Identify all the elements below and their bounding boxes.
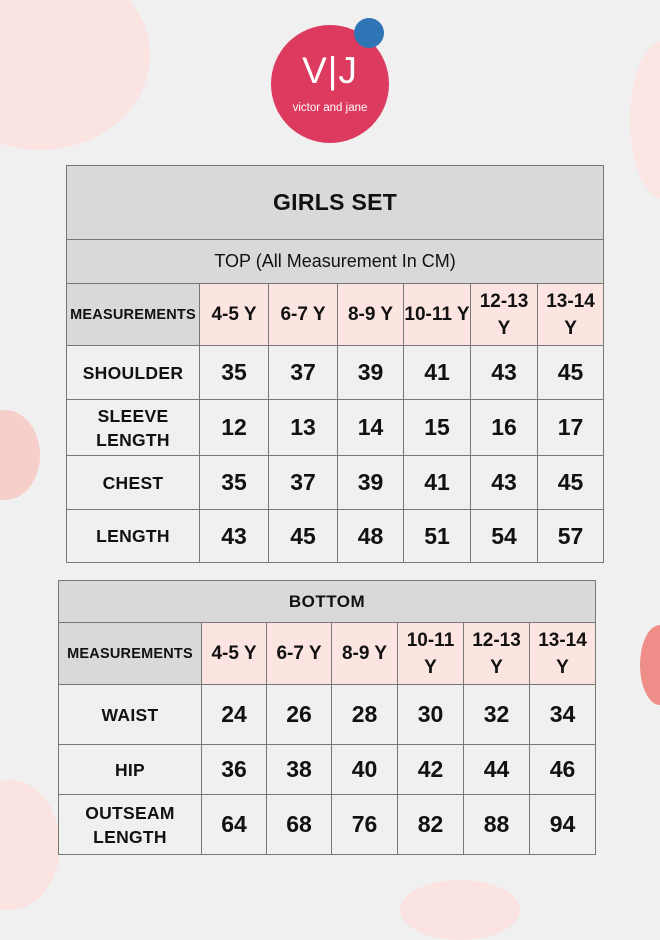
table-cell: 64 [202,795,267,855]
size-header: 6-7 Y [267,623,332,685]
background-blob [400,880,520,940]
table-cell: 43 [471,456,538,510]
table-cell: 76 [332,795,398,855]
table-cell: 45 [269,510,338,563]
row-label: SLEEVE LENGTH [67,400,200,456]
table-cell: 32 [464,685,530,745]
row-label: HIP [59,745,202,795]
size-header: 10-11 Y [404,284,471,346]
table-cell: 68 [267,795,332,855]
table-cell: 41 [404,346,471,400]
table-row [59,685,596,745]
logo-dot [354,18,384,48]
table-cell: 34 [530,685,596,745]
table-cell: 26 [267,685,332,745]
background-blob [0,0,150,150]
table-cell: 16 [471,400,538,456]
table-cell: 94 [530,795,596,855]
table-cell: 43 [200,510,269,563]
table-cell: 57 [538,510,604,563]
table-cell: 15 [404,400,471,456]
table-cell: 24 [202,685,267,745]
table-row [67,346,604,400]
table-cell: 45 [538,456,604,510]
table-cell: 43 [471,346,538,400]
size-header: 8-9 Y [332,623,398,685]
table-cell: 14 [338,400,404,456]
table-cell: 36 [202,745,267,795]
size-header: 8-9 Y [338,284,404,346]
table-cell: 37 [269,346,338,400]
table-cell: 41 [404,456,471,510]
size-header: 4-5 Y [202,623,267,685]
bottom-size-table [58,580,596,855]
bottom-section-title: BOTTOM [59,581,596,623]
background-blob [0,410,40,500]
size-header: 13-14 Y [530,623,596,685]
size-header: 6-7 Y [269,284,338,346]
size-header: 12-13 Y [464,623,530,685]
size-header: 12-13 Y [471,284,538,346]
table-cell: 30 [398,685,464,745]
table-cell: 37 [269,456,338,510]
table-cell: 82 [398,795,464,855]
row-label: WAIST [59,685,202,745]
row-label: CHEST [67,456,200,510]
table-row [59,745,596,795]
table-cell: 17 [538,400,604,456]
row-label: OUTSEAM LENGTH [59,795,202,855]
table-cell: 40 [332,745,398,795]
table-row [59,795,596,855]
measurements-header: MEASUREMENTS [59,623,202,685]
table-cell: 44 [464,745,530,795]
table-cell: 12 [200,400,269,456]
background-blob [0,780,60,910]
size-header: 4-5 Y [200,284,269,346]
table-row [67,456,604,510]
table-cell: 39 [338,346,404,400]
size-header: 10-11 Y [398,623,464,685]
row-label: SHOULDER [67,346,200,400]
row-label: LENGTH [67,510,200,563]
size-header: 13-14 Y [538,284,604,346]
table-cell: 35 [200,456,269,510]
page-title: GIRLS SET [67,166,604,240]
top-section-title: TOP (All Measurement In CM) [67,240,604,284]
table-row [67,400,604,456]
logo-mark: V|J [302,50,358,91]
table-cell: 28 [332,685,398,745]
table-row [67,510,604,563]
table-cell: 42 [398,745,464,795]
background-blob [630,40,660,200]
table-cell: 39 [338,456,404,510]
table-cell: 48 [338,510,404,563]
table-cell: 35 [200,346,269,400]
measurements-header: MEASUREMENTS [67,284,200,346]
background-blob [640,625,660,705]
table-cell: 46 [530,745,596,795]
table-cell: 51 [404,510,471,563]
table-cell: 45 [538,346,604,400]
brand-name: victor and jane [292,102,368,114]
table-cell: 13 [269,400,338,456]
table-cell: 88 [464,795,530,855]
top-size-table [66,165,604,563]
table-cell: 38 [267,745,332,795]
table-cell: 54 [471,510,538,563]
